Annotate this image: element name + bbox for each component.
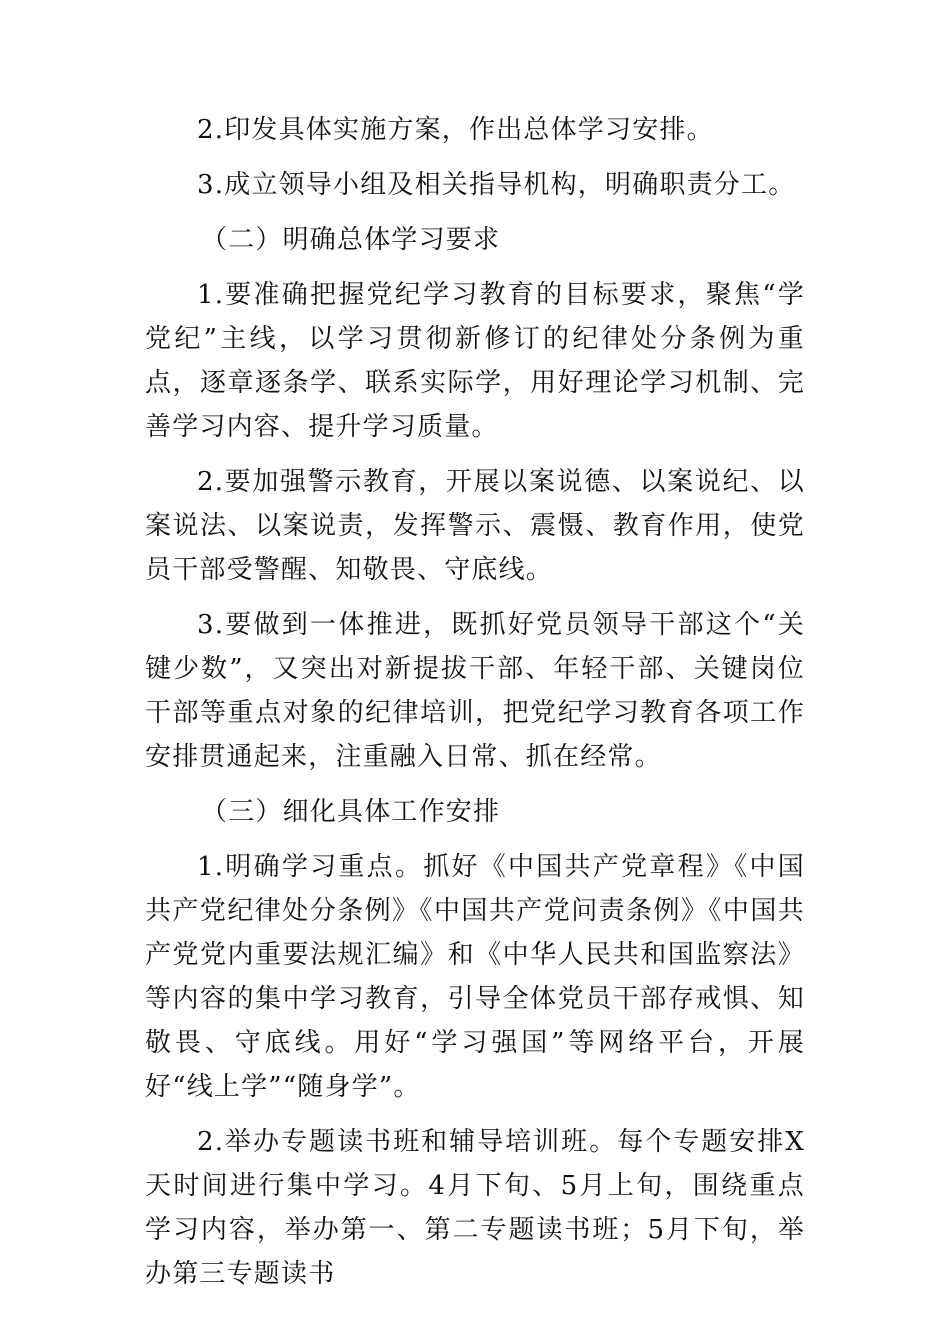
- requirement-item-2: 2.要加强警示教育，开展以案说德、以案说纪、以案说法、以案说责，发挥警示、震慑、教育作用，使党员干部受警醒、知敬畏、守底线。: [145, 467, 805, 585]
- arrangement-item-1: 1.明确学习重点。抓好《中国共产党章程》《中国共产党纪律处分条例》《中国共产党问责条例》《中国共产党党内重要法规汇编》和《中华人民共和国监察法》等内容的集中学习教育，引导全体党员干部存戒惧、知敬畏、守底线。用好“学习强国”等网络平台，开展好“线上学”“随身学”。: [145, 852, 805, 1102]
- requirement-item-3: 3.要做到一体推进，既抓好党员领导干部这个“关键少数”，又突出对新提拔干部、年轻干部、关键岗位干部等重点对象的纪律培训，把党纪学习教育各项工作安排贯通起来，注重融入日常、抓在经常。: [145, 610, 805, 772]
- item-2-issue-plan: 2.印发具体实施方案，作出总体学习安排。: [197, 115, 714, 145]
- section-heading-3: （三）细化具体工作安排: [201, 797, 501, 827]
- document-page: [145, 108, 805, 1296]
- item-3-leading-group: 3.成立领导小组及相关指导机构，明确职责分工。: [197, 170, 796, 200]
- requirement-item-1: 1.要准确把握党纪学习教育的目标要求，聚焦“学党纪”主线，以学习贯彻新修订的纪律处分条例为重点，逐章逐条学、联系实际学，用好理论学习机制、完善学习内容、提升学习质量。: [145, 280, 805, 442]
- arrangement-item-2: 2.举办专题读书班和辅导培训班。每个专题安排X天时间进行集中学习。4月下旬、5月上旬，围绕重点学习内容，举办第一、第二专题读书班；5月下旬，举办第三专题读书: [145, 1127, 805, 1289]
- section-heading-2: （二）明确总体学习要求: [201, 225, 501, 255]
